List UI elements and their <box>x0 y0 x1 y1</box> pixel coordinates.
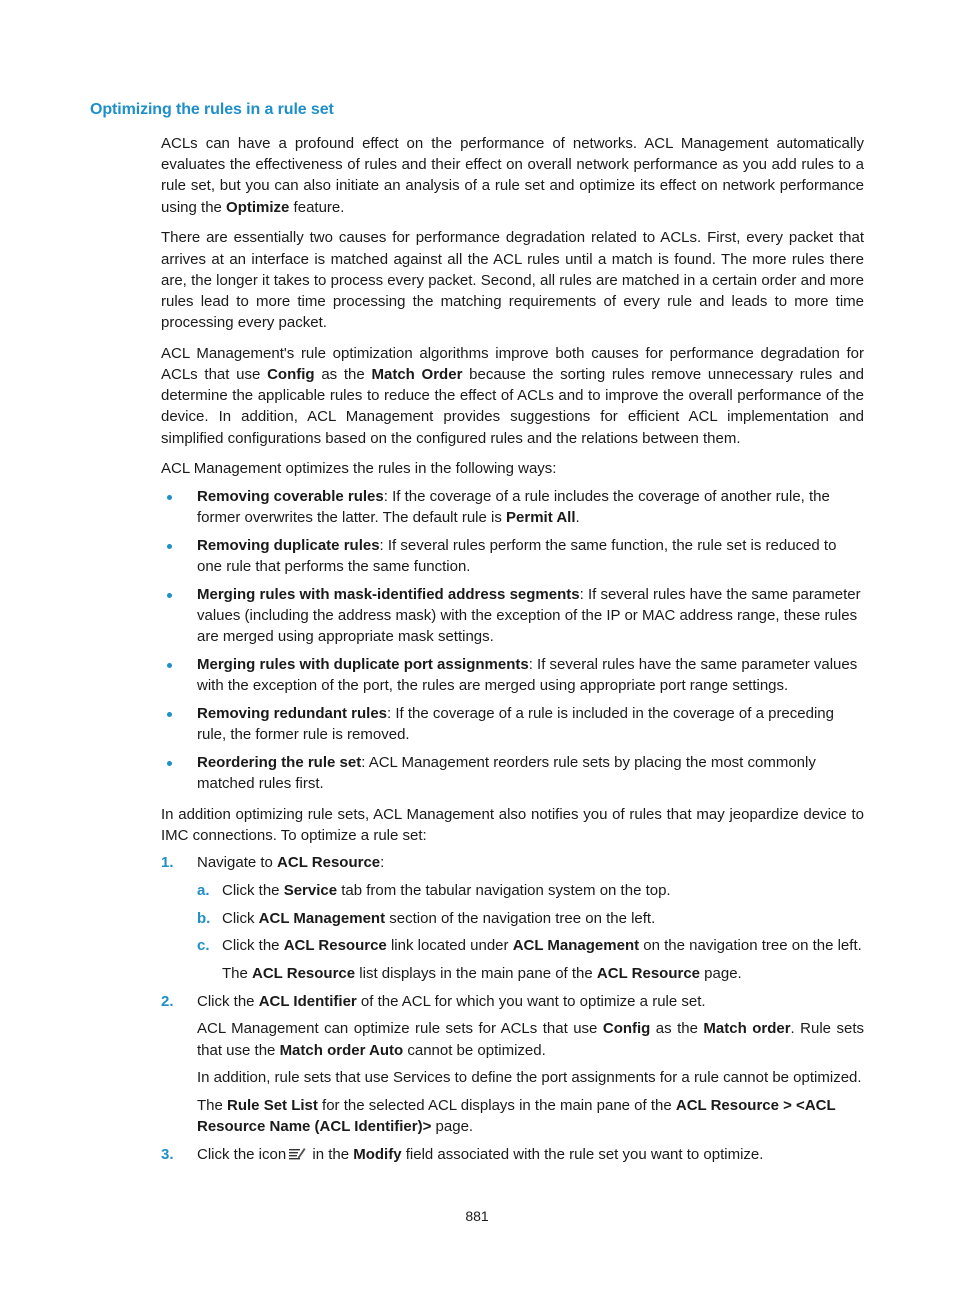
bullet-icon <box>167 495 172 500</box>
text: for the selected ACL displays in the main pane of the <box>317 1096 676 1114</box>
text: . Rule sets that use the <box>197 1020 864 1059</box>
bullet-icon <box>167 593 172 598</box>
list-item <box>161 654 864 696</box>
text: Click the icon <box>197 1145 287 1163</box>
text: list displays in the main pane of the <box>355 964 597 982</box>
bold-term: Service <box>283 881 338 899</box>
paragraph-algorithms <box>161 343 864 449</box>
page-number: 881 <box>465 1208 489 1224</box>
text: Click <box>222 909 259 927</box>
substep-letter: a. <box>197 881 210 899</box>
text: tab from the tabular navigation system on the top. <box>337 881 671 899</box>
section-body <box>161 133 864 1167</box>
step-number: 1. <box>161 854 174 872</box>
substep-a <box>161 880 864 901</box>
text: of the ACL for which you want to optimize a rule set. <box>356 992 706 1010</box>
bold-term: Config <box>267 366 315 384</box>
step-number: 2. <box>161 992 174 1010</box>
bullet-icon <box>167 712 172 717</box>
bullet-icon <box>167 544 172 549</box>
text: : <box>380 854 385 872</box>
text: . <box>575 509 580 527</box>
bold-term: Match order Auto <box>279 1041 404 1059</box>
paragraph-intro <box>161 133 864 218</box>
bold-term: ACL Resource > <ACL Resource Name (ACL Identifier)> <box>197 1096 836 1136</box>
list-item <box>161 535 864 577</box>
list-item <box>161 486 864 528</box>
substep-b <box>161 908 864 929</box>
bold-term: Match order <box>703 1020 791 1038</box>
text: ACL Management's rule optimization algorithms improve both causes for performance degradation for ACLs that use <box>161 344 864 384</box>
text: There are essentially two causes for performance degradation related to ACLs. First, every packet that arrives at an interface is matched against all the ACL rules until a match is found. The more rules there are, the longer it takes to process every packet. Second, all rules are matched in a certain order and more rules lead to more time processing the matching requirements of every rule and leads to more time processing every packet. <box>161 229 864 332</box>
text: on the navigation tree on the left. <box>639 937 862 955</box>
text: In addition optimizing rule sets, ACL Management also notifies you of rules that may jeopardize device to IMC connections. To optimize a rule set: <box>161 805 864 844</box>
paragraph-causes <box>161 227 864 333</box>
text: Navigate to <box>197 854 278 872</box>
bold-term: Modify <box>353 1145 402 1163</box>
text: : If several rules have the same parameter values with the exception of the port, the rules are merged using appropriate port range settings. <box>197 655 858 695</box>
step-2 <box>161 991 864 1012</box>
paragraph-procedure-intro <box>161 804 864 846</box>
text: ACL Management optimizes the rules in the following ways: <box>161 460 557 478</box>
section-heading: Optimizing the rules in a rule set <box>90 101 334 118</box>
bold-term: Merging rules with duplicate port assignments <box>197 655 529 673</box>
bold-term: ACL Resource <box>277 854 381 872</box>
bold-term: Merging rules with mask-identified address segments <box>197 585 580 603</box>
bold-term: ACL Management <box>512 937 640 955</box>
text: page. <box>700 964 742 982</box>
text: link located under <box>386 937 513 955</box>
list-item <box>161 703 864 745</box>
text: Click the <box>197 992 259 1010</box>
text: as the <box>650 1020 704 1038</box>
text: in the <box>308 1145 354 1163</box>
text: Click the <box>222 937 284 955</box>
text: : If several rules perform the same function, the rule set is reduced to one rule that performs the same function. <box>197 536 837 576</box>
substep-c <box>161 935 864 956</box>
substep-letter: b. <box>197 909 211 927</box>
step-3 <box>161 1144 864 1167</box>
bold-term: Reordering the rule set <box>197 753 362 771</box>
bold-term: Config <box>602 1020 651 1038</box>
bold-term: ACL Resource <box>596 964 701 982</box>
text: In addition, rule sets that use Services to define the port assignments for a rule cannot be optimized. <box>197 1069 862 1087</box>
bold-term: Optimize <box>226 198 290 216</box>
paragraph-ways-intro <box>161 458 864 479</box>
step-1 <box>161 852 864 873</box>
text: section of the navigation tree on the left. <box>385 909 656 927</box>
text: : ACL Management reorders rule sets by placing the most commonly matched rules first. <box>197 753 816 792</box>
list-item <box>161 584 864 648</box>
bullet-icon <box>167 761 172 766</box>
text: because the sorting rules remove unnecessary rules and determine the applicable rules to reduce the effect of ACLs and to improve the overall performance of the device. In addition, ACL Management provides suggestions for efficient ACL implementation and simplified configurations based on the configured rules and the relations between them. <box>161 366 864 447</box>
substep-letter: c. <box>197 937 210 955</box>
text: feature. <box>289 198 345 216</box>
text: field associated with the rule set you want to optimize. <box>401 1145 764 1163</box>
optimization-list <box>161 486 864 794</box>
bold-term: Match Order <box>371 366 463 384</box>
bold-term: Removing duplicate rules <box>197 536 380 554</box>
bold-term: ACL Management <box>258 909 386 927</box>
bold-term: Rule Set List <box>227 1096 318 1114</box>
step-2-note <box>161 1018 864 1060</box>
text: ACL Management can optimize rule sets for ACLs that use <box>197 1020 603 1038</box>
bold-term: ACL Resource <box>252 964 356 982</box>
text: page. <box>431 1118 474 1136</box>
step-2-note <box>161 1095 864 1137</box>
step-2-note <box>161 1067 864 1088</box>
text: The <box>197 1096 228 1114</box>
text: Click the <box>222 881 284 899</box>
text: as the <box>314 366 372 384</box>
bold-term: Removing redundant rules <box>197 704 388 722</box>
text: ACLs can have a profound effect on the performance of networks. ACL Management automatically evaluates the effectiveness of rules and their effect on overall network performance as you add rules to a rule set, but you can also initiate an analysis of a rule set and optimize its effect on network performance using the <box>161 135 864 216</box>
text: The <box>222 964 253 982</box>
bold-term: Removing coverable rules <box>197 488 384 506</box>
text: : If the coverage of a rule is included in the coverage of a preceding rule, the former rule is removed. <box>197 704 834 744</box>
list-item <box>161 752 864 794</box>
text: : If the coverage of a rule includes the coverage of another rule, the former overwrites the latter. The default rule is <box>197 488 830 527</box>
bold-term: Permit All <box>506 509 576 527</box>
text: cannot be optimized. <box>403 1041 546 1059</box>
edit-icon[interactable] <box>288 1146 306 1167</box>
bold-term: ACL Identifier <box>258 992 357 1010</box>
substep-note <box>161 963 864 984</box>
text: : If several rules have the same parameter values (including the address mask) with the exception of the IP or MAC address range, these rules are merged using appropriate mask settings. <box>197 585 861 646</box>
bullet-icon <box>167 663 172 668</box>
bold-term: ACL Resource <box>283 937 387 955</box>
step-number: 3. <box>161 1145 174 1163</box>
